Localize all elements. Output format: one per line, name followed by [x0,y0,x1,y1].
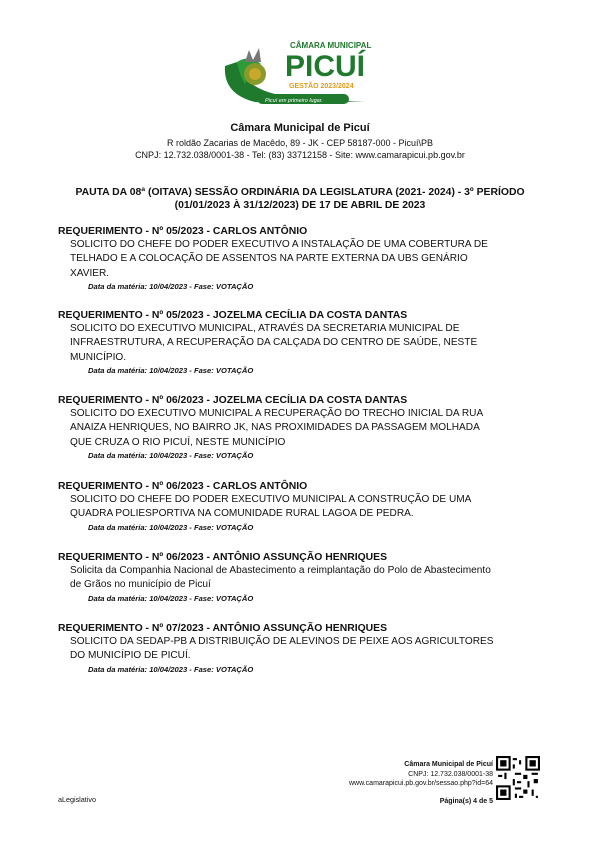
item-heading: REQUERIMENTO - Nº 06/2023 - CARLOS ANTÔNIO [58,481,308,492]
item-line: DO MUNICÍPIO DE PICUÍ. [70,650,191,662]
item-meta: Data da matéria: 10/04/2023 - Fase: VOTAÇÃO [88,365,254,375]
agenda-title [40,186,560,212]
svg-text:Picuí em primeiro lugar.: Picuí em primeiro lugar. [265,98,323,104]
footer-url[interactable]: www.camarapicui.pb.gov.br/sessao.php?id=64 [348,780,493,787]
item-heading: REQUERIMENTO - Nº 06/2023 - JOZELMA CECÍLIA DA COSTA DANTAS [58,395,408,406]
item-text [58,238,548,281]
item-line: SOLICITO DO CHEFE DO PODER EXECUTIVO A INSTALAÇÃO DE UMA COBERTURA DE [70,239,488,250]
item-line: XAVIER. [70,267,110,279]
item-meta: Data da matéria: 10/04/2023 - Fase: VOTAÇÃO [88,450,254,460]
item-text [58,493,548,522]
camara-logo [215,36,385,112]
agenda-title-line2: (01/01/2023 À 31/12/2023) DE 17 DE ABRIL DE 2023 [174,200,426,211]
svg-text:GESTÃO 2023/2024: GESTÃO 2023/2024 [289,83,354,90]
item-text [58,564,548,593]
item-meta: Data da matéria: 10/04/2023 - Fase: VOTAÇÃO [88,593,254,603]
footer-chamber-name: Câmara Municipal de Picuí [404,761,493,768]
agenda-item [58,551,548,604]
item-line: MUNICÍPIO. [70,351,127,363]
agenda-item [58,225,548,292]
item-line: QUADRA POLIESPORTIVA NA COMUNIDADE RURAL LAGOA DE PEDRA. [70,508,414,520]
agenda-item [58,480,548,533]
item-line: TELHADO E A COLOCAÇÃO DE ASSENTOS NA PARTE EXTERNA DA UBS GENÁRIO [70,253,468,265]
item-text [58,322,548,365]
item-line: SOLICITO DO EXECUTIVO MUNICIPAL, ATRAVÉS DA SECRETARIA MUNICIPAL DE [70,323,460,334]
item-line: SOLICITO DA SEDAP-PB A DISTRIBUIÇÃO DE ALEVINOS DE PEIXE AOS AGRICULTORES [70,636,494,647]
item-meta: Data da matéria: 10/04/2023 - Fase: VOTAÇÃO [88,281,254,291]
item-line: SOLICITO DO EXECUTIVO MUNICIPAL A RECUPERAÇÃO DO TRECHO INICIAL DA RUA [70,408,484,419]
item-meta: Data da matéria: 10/04/2023 - Fase: VOTAÇÃO [88,664,254,674]
footer-cnpj: CNPJ: 12.732.038/0001-38 [408,770,493,778]
item-line: INFRAESTRUTURA, A RECUPERAÇÃO DA CALÇADA DO CENTRO DE SAÚDE, NESTE [70,337,478,349]
agenda-item [58,394,548,461]
item-text [58,407,548,450]
item-line: SOLICITO DO CHEFE DO PODER EXECUTIVO MUNICIPAL A CONSTRUÇÃO DE UMA [70,494,472,505]
item-heading: REQUERIMENTO - Nº 06/2023 - ANTÔNIO ASSUNÇÃO HENRIQUES [58,552,388,563]
footer-left-text: aLegislativo [58,795,96,804]
item-line: ANAIZA HENRIQUES, NO BAIRRO JK, NAS PROXIMIDADES DA PASSAGEM MOLHADA [70,422,480,434]
item-line: Solicita da Companhia Nacional de Abastecimento a reimplantação do Polo de Abastecimento [70,565,491,576]
item-line: QUE CRUZA O RIO PICUÍ, NESTE MUNICÍPIO [70,436,286,448]
chamber-name: Câmara Municipal de Picuí [230,122,370,134]
agenda-item [58,309,548,376]
item-heading: REQUERIMENTO - Nº 07/2023 - ANTÔNIO ASSUNÇÃO HENRIQUES [58,623,388,634]
qr-code-icon [496,756,540,800]
item-text [58,635,548,664]
footer-right-block [349,760,493,806]
footer-page-number: Página(s) 4 de 5 [439,797,493,805]
agenda-title-line1: PAUTA DA 08ª (OITAVA) SESSÃO ORDINÁRIA DA LEGISLATURA (2021- 2024) - 3º PERÍODO [75,187,525,198]
chamber-contact: CNPJ: 12.732.038/0001-38 - Tel: (83) 33712158 - Site: www.camarapicui.pb.gov.br [135,150,465,160]
svg-text:PICUÍ: PICUÍ [285,50,366,83]
agenda-item [58,622,548,675]
item-meta: Data da matéria: 10/04/2023 - Fase: VOTAÇÃO [88,522,254,532]
item-heading: REQUERIMENTO - Nº 05/2023 - CARLOS ANTÔNIO [58,226,308,237]
svg-text:CÂMARA MUNICIPAL: CÂMARA MUNICIPAL [290,41,372,50]
chamber-address: R roldão Zacarias de Macêdo, 89 - JK - CEP 58187-000 - Picuí\PB [167,138,433,148]
item-line: de Grãos no município de Picuí [70,579,211,591]
item-heading: REQUERIMENTO - Nº 05/2023 - JOZELMA CECÍLIA DA COSTA DANTAS [58,310,408,321]
